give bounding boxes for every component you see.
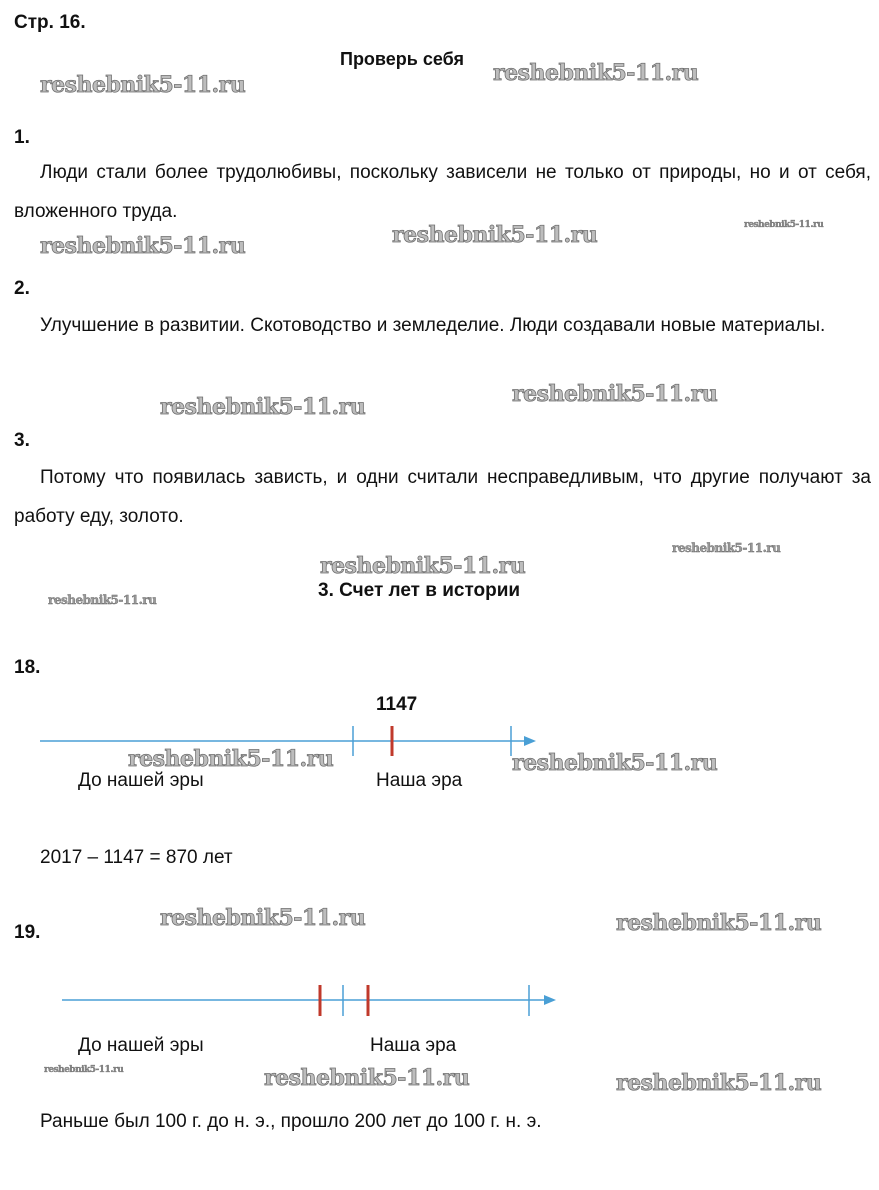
watermark: reshebnik5-11.ru <box>512 750 718 776</box>
task-18-answer: 2017 – 1147 = 870 лет <box>40 847 233 868</box>
task-19-answer: Раньше был 100 г. до н. э., прошло 200 лет до 100 г. н. э. <box>40 1111 542 1132</box>
watermark: reshebnik5-11.ru <box>744 220 824 230</box>
watermark: reshebnik5-11.ru <box>616 1070 822 1096</box>
timeline-18-left-label: До нашей эры <box>78 770 204 791</box>
timeline-18-right-label: Наша эра <box>376 770 463 791</box>
watermark: reshebnik5-11.ru <box>44 1065 124 1075</box>
watermark: reshebnik5-11.ru <box>128 746 334 772</box>
task-number-19: 19. <box>14 922 41 943</box>
watermark: reshebnik5-11.ru <box>264 1065 470 1091</box>
watermark: reshebnik5-11.ru <box>40 72 246 98</box>
timeline-mark-label: 1147 <box>376 694 418 715</box>
watermark: reshebnik5-11.ru <box>493 60 699 86</box>
watermark: reshebnik5-11.ru <box>672 541 781 555</box>
timeline-19-left-label: До нашей эры <box>78 1035 204 1056</box>
timeline-18-arrow <box>524 736 536 746</box>
section-title-check: Проверь себя <box>340 49 464 69</box>
timeline-19-right-label: Наша эра <box>370 1035 457 1056</box>
watermark: reshebnik5-11.ru <box>40 233 246 259</box>
item-number-2: 2. <box>14 278 30 299</box>
watermark: reshebnik5-11.ru <box>616 910 822 936</box>
watermark: reshebnik5-11.ru <box>160 905 366 931</box>
item-number-3: 3. <box>14 430 30 451</box>
watermark: reshebnik5-11.ru <box>320 553 526 579</box>
item-number-1: 1. <box>14 127 30 148</box>
item-text-1: Люди стали более трудолюбивы, поскольку зависели не только от природы, но и от себя, вложенного труда. <box>14 162 871 222</box>
section-title-years: 3. Счет лет в истории <box>318 580 521 601</box>
timeline-19-arrow <box>544 995 556 1005</box>
watermark: reshebnik5-11.ru <box>48 593 157 607</box>
item-text-3: Потому что появилась зависть, и одни считали несправедливым, что другие получают за работу еду, золото. <box>14 467 871 527</box>
watermark: reshebnik5-11.ru <box>392 222 598 248</box>
watermark: reshebnik5-11.ru <box>512 381 718 407</box>
task-number-18: 18. <box>14 657 41 678</box>
watermark: reshebnik5-11.ru <box>160 394 366 420</box>
item-text-2: Улучшение в развитии. Скотоводство и земледелие. Люди создавали новые материалы. <box>40 315 826 336</box>
page-label: Стр. 16. <box>14 12 86 33</box>
